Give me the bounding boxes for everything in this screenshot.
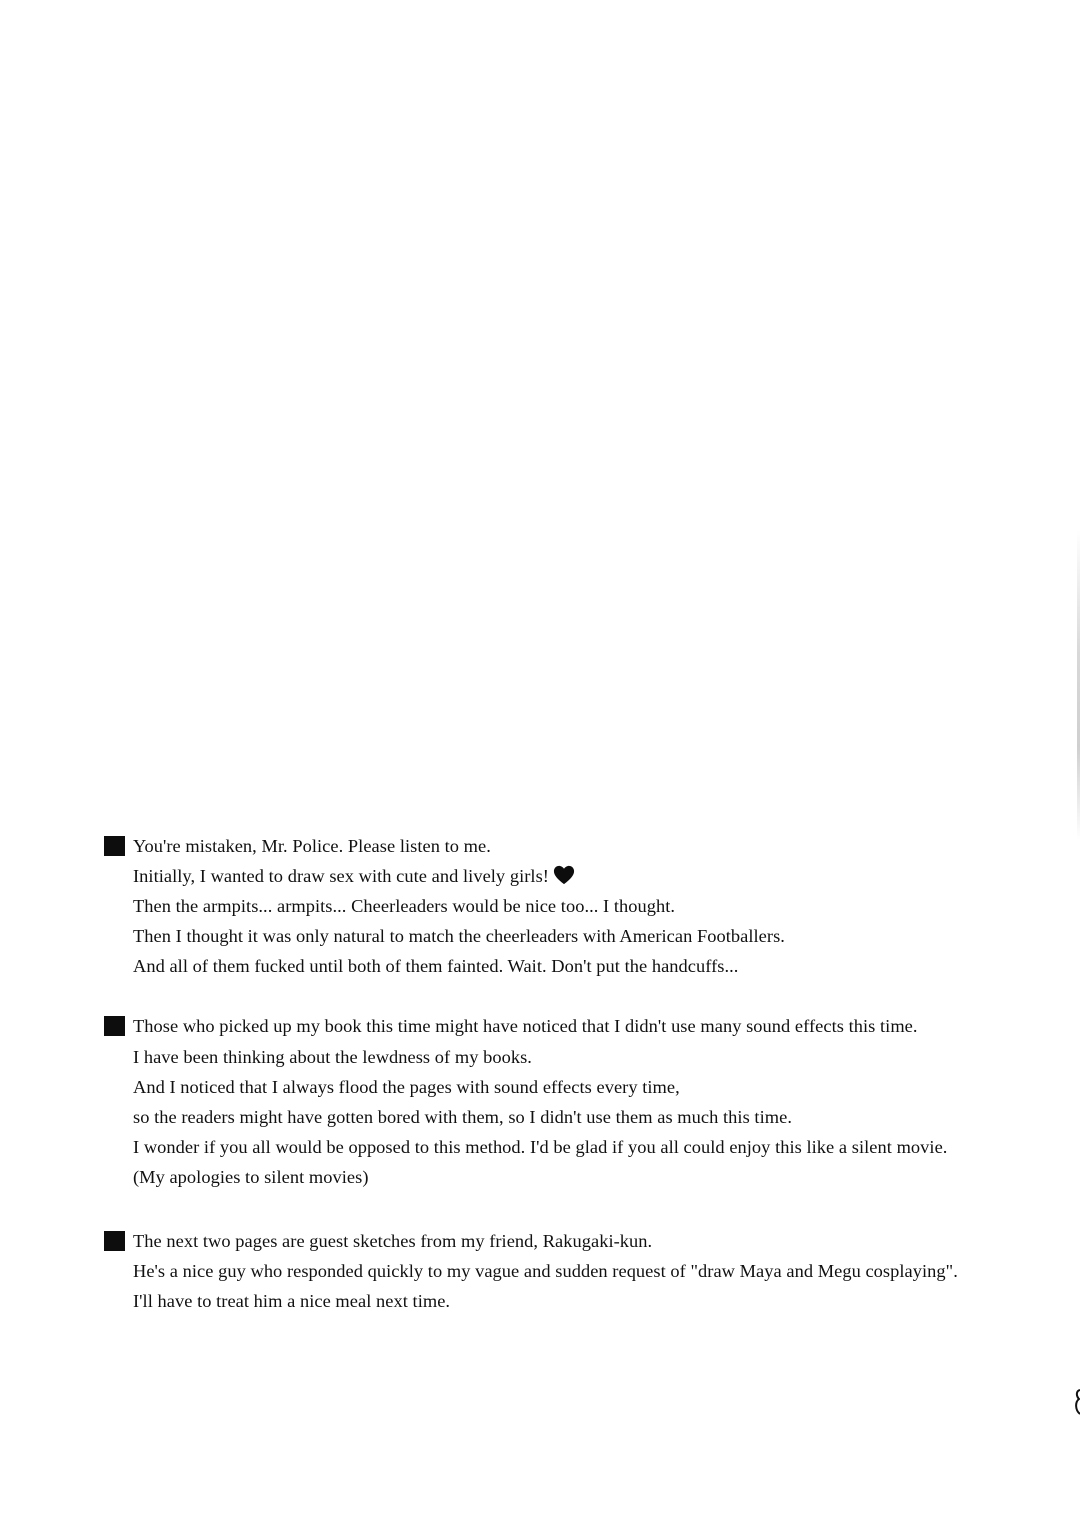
note-lines [133, 1011, 1064, 1192]
note-line: I wonder if you all would be opposed to this method. I'd be glad if you all could enjoy this like a silent movie. [133, 1136, 948, 1157]
heart-icon [553, 864, 575, 886]
note-line: Then the armpits... armpits... Cheerleaders would be nice too... I thought. [133, 896, 676, 917]
note-line-with-heart [133, 861, 1064, 891]
black-square-bullet-icon [104, 1016, 125, 1036]
black-square-bullet-icon [104, 1231, 125, 1251]
note-section-1 [104, 831, 1064, 981]
note-lines [133, 1226, 1064, 1316]
note-line: Then I thought it was only natural to match the cheerleaders with American Footballers. [133, 926, 785, 947]
note-line: And all of them fucked until both of them fainted. Wait. Don't put the handcuffs... [133, 956, 739, 977]
note-line: I have been thinking about the lewdness of my books. [133, 1046, 532, 1067]
note-line: And I noticed that I always flood the pages with sound effects every time, [133, 1076, 680, 1097]
note-line: He's a nice guy who responded quickly to my vague and sudden request of "draw Maya and Megu cosplaying". [133, 1261, 958, 1282]
note-section-2 [104, 1011, 1064, 1192]
note-line: (My apologies to silent movies) [133, 1166, 369, 1187]
note-line: I'll have to treat him a nice meal next time. [133, 1291, 451, 1312]
afterword-notes [104, 831, 1064, 1316]
note-line-text: Initially, I wanted to draw sex with cute and lively girls! [133, 866, 549, 887]
note-line: so the readers might have gotten bored with them, so I didn't use them as much this time. [133, 1106, 792, 1127]
note-lines [133, 831, 1064, 981]
black-square-bullet-icon [104, 836, 125, 856]
note-line: Those who picked up my book this time might have noticed that I didn't use many sound effects this time. [133, 1016, 918, 1037]
note-section-3 [104, 1226, 1064, 1316]
note-line: The next two pages are guest sketches from my friend, Rakugaki-kun. [133, 1231, 653, 1252]
page-number-fragment [1074, 1388, 1080, 1416]
note-line: You're mistaken, Mr. Police. Please listen to me. [133, 836, 491, 856]
